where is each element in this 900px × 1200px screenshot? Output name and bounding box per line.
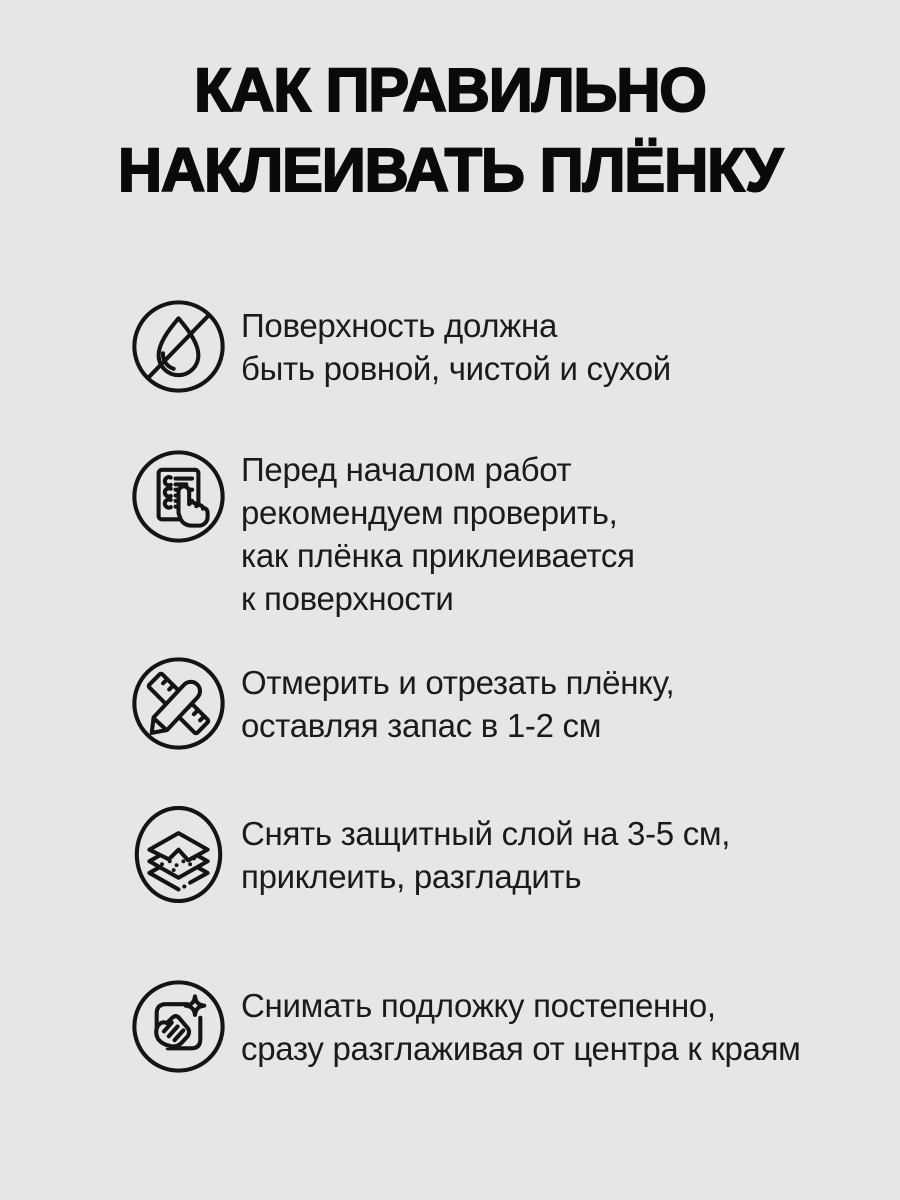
page-title-line2: НАКЛЕИВАТЬ ПЛЁНКУ	[118, 136, 782, 204]
steps-list	[0, 298, 900, 1075]
no-liquid-drop-icon	[130, 298, 227, 395]
step-check-adhesion	[130, 448, 900, 620]
step-smooth-from-center	[130, 978, 900, 1075]
checklist-pointing-hand-icon	[130, 448, 227, 545]
step-text: Снять защитный слой на 3-5 см, приклеить, разгладить	[241, 814, 731, 895]
step-text: Снимать подложку постепенно, сразу разглаживая от центра к краям	[241, 986, 801, 1067]
smoothing-hand-sparkle-icon	[130, 978, 227, 1075]
step-text: Отмерить и отрезать плёнку, оставляя запас в 1-2 см	[241, 663, 675, 744]
page-title-line1: КАК ПРАВИЛЬНО	[194, 56, 706, 124]
film-layers-icon	[130, 806, 227, 903]
step-surface-clean	[130, 298, 900, 395]
step-text: Поверхность должна быть ровной, чистой и сухой	[241, 306, 671, 387]
page-title	[0, 0, 900, 210]
step-text: Перед началом работ рекомендуем проверить, как плёнка приклеивается к поверхности	[241, 451, 635, 617]
ruler-and-pencil-icon	[130, 655, 227, 752]
step-measure-cut	[130, 655, 900, 752]
step-remove-liner	[130, 806, 900, 903]
